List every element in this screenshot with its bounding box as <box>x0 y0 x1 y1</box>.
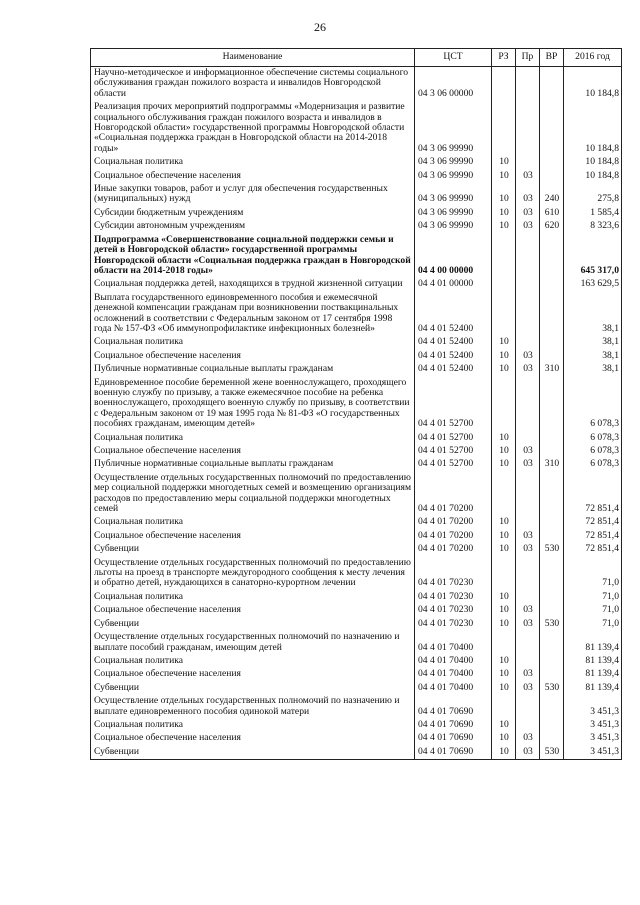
table-row <box>91 183 622 207</box>
cell-amount: 81 139,4 <box>564 682 622 695</box>
cell-cst: 04 4 01 52400 <box>415 292 492 337</box>
cell-rz: 10 <box>492 516 516 529</box>
cell-amount: 6 078,3 <box>564 445 622 458</box>
cell-cst: 04 4 01 52700 <box>415 445 492 458</box>
cell-name: Осуществление отдельных государственных полномочий по предоставлению льготы на проезд в транспорте междугородного сообщения к месту лечения и обратно детей, нуждающихся в санаторно-курортном лечении <box>91 557 415 591</box>
cell-vr: 620 <box>540 220 564 233</box>
cell-vr <box>540 292 564 337</box>
cell-rz: 10 <box>492 220 516 233</box>
cell-cst: 04 3 06 99990 <box>415 170 492 183</box>
cell-amount: 10 184,8 <box>564 156 622 169</box>
cell-amount: 38,1 <box>564 336 622 349</box>
cell-cst: 04 4 01 70200 <box>415 530 492 543</box>
cell-cst: 04 4 01 00000 <box>415 278 492 291</box>
header-name: Наименование <box>91 49 415 67</box>
table-row <box>91 170 622 183</box>
cell-amount: 6 078,3 <box>564 458 622 471</box>
cell-amount: 10 184,8 <box>564 101 622 156</box>
cell-amount: 72 851,4 <box>564 530 622 543</box>
cell-amount: 6 078,3 <box>564 432 622 445</box>
cell-name: Социальная политика <box>91 432 415 445</box>
cell-name: Субвенции <box>91 618 415 631</box>
cell-cst: 04 4 01 52400 <box>415 350 492 363</box>
cell-amount: 72 851,4 <box>564 472 622 517</box>
cell-cst: 04 4 01 70200 <box>415 516 492 529</box>
cell-cst: 04 4 01 70690 <box>415 719 492 732</box>
cell-rz <box>492 695 516 719</box>
cell-cst: 04 3 06 99990 <box>415 220 492 233</box>
cell-name: Социальная политика <box>91 719 415 732</box>
cell-rz: 10 <box>492 363 516 376</box>
cell-name: Выплата государственного единовременного пособия и ежемесячной денежной компенсации гражданам при возникновении поствакцинальных осложнений в соответствии с Федеральным законом от 17 сентября 1998 года № 157-ФЗ «Об иммунопрофилактике инфекционных болезней» <box>91 292 415 337</box>
cell-cst: 04 4 01 70400 <box>415 655 492 668</box>
cell-name: Социальная политика <box>91 156 415 169</box>
cell-vr <box>540 336 564 349</box>
table-row <box>91 350 622 363</box>
cell-vr: 310 <box>540 458 564 471</box>
budget-table <box>90 48 622 760</box>
cell-vr <box>540 67 564 102</box>
cell-vr <box>540 631 564 655</box>
table-row <box>91 530 622 543</box>
cell-cst: 04 4 01 70690 <box>415 695 492 719</box>
cell-cst: 04 3 06 99990 <box>415 101 492 156</box>
table-row <box>91 234 622 279</box>
cell-amount: 71,0 <box>564 557 622 591</box>
table-row <box>91 432 622 445</box>
cell-pr <box>516 67 540 102</box>
table-row <box>91 156 622 169</box>
cell-rz: 10 <box>492 336 516 349</box>
cell-cst: 04 3 06 00000 <box>415 67 492 102</box>
table-row <box>91 458 622 471</box>
cell-vr: 530 <box>540 682 564 695</box>
table-row <box>91 631 622 655</box>
table-row <box>91 363 622 376</box>
table-row <box>91 207 622 220</box>
cell-rz: 10 <box>492 530 516 543</box>
cell-pr <box>516 655 540 668</box>
cell-pr: 03 <box>516 363 540 376</box>
cell-pr <box>516 591 540 604</box>
cell-pr: 03 <box>516 350 540 363</box>
cell-rz: 10 <box>492 432 516 445</box>
cell-name: Социальная политика <box>91 591 415 604</box>
cell-cst: 04 4 01 70690 <box>415 732 492 745</box>
cell-vr <box>540 516 564 529</box>
cell-vr: 530 <box>540 618 564 631</box>
cell-vr <box>540 591 564 604</box>
cell-amount: 10 184,8 <box>564 67 622 102</box>
table-row <box>91 336 622 349</box>
cell-amount: 38,1 <box>564 363 622 376</box>
table-row <box>91 695 622 719</box>
cell-vr: 240 <box>540 183 564 207</box>
cell-cst: 04 4 00 00000 <box>415 234 492 279</box>
cell-rz <box>492 101 516 156</box>
cell-cst: 04 4 01 52700 <box>415 377 492 432</box>
cell-cst: 04 4 01 70230 <box>415 604 492 617</box>
table-row <box>91 682 622 695</box>
cell-rz: 10 <box>492 458 516 471</box>
cell-rz: 10 <box>492 682 516 695</box>
cell-rz: 10 <box>492 618 516 631</box>
cell-pr <box>516 156 540 169</box>
cell-amount: 38,1 <box>564 350 622 363</box>
cell-name: Публичные нормативные социальные выплаты гражданам <box>91 363 415 376</box>
cell-pr: 03 <box>516 220 540 233</box>
cell-pr: 03 <box>516 618 540 631</box>
cell-pr <box>516 472 540 517</box>
cell-name: Социальное обеспечение населения <box>91 445 415 458</box>
cell-pr: 03 <box>516 682 540 695</box>
header-year: 2016 год <box>564 49 622 67</box>
cell-name: Социальное обеспечение населения <box>91 530 415 543</box>
cell-pr <box>516 377 540 432</box>
cell-rz <box>492 377 516 432</box>
cell-rz: 10 <box>492 350 516 363</box>
cell-rz: 10 <box>492 732 516 745</box>
cell-pr <box>516 292 540 337</box>
cell-pr <box>516 516 540 529</box>
cell-pr: 03 <box>516 530 540 543</box>
cell-amount: 81 139,4 <box>564 631 622 655</box>
cell-rz: 10 <box>492 591 516 604</box>
cell-rz <box>492 557 516 591</box>
cell-rz <box>492 631 516 655</box>
cell-amount: 1 585,4 <box>564 207 622 220</box>
cell-vr <box>540 350 564 363</box>
cell-cst: 04 4 01 70230 <box>415 591 492 604</box>
cell-amount: 81 139,4 <box>564 655 622 668</box>
table-row <box>91 732 622 745</box>
table-row <box>91 746 622 760</box>
table-row <box>91 604 622 617</box>
cell-rz <box>492 234 516 279</box>
table-body <box>91 67 622 760</box>
table-row <box>91 719 622 732</box>
table-row <box>91 516 622 529</box>
cell-amount: 72 851,4 <box>564 543 622 556</box>
cell-amount: 275,8 <box>564 183 622 207</box>
cell-cst: 04 4 01 70200 <box>415 472 492 517</box>
table-header-row <box>91 49 622 67</box>
cell-vr <box>540 557 564 591</box>
cell-pr: 03 <box>516 170 540 183</box>
cell-amount: 645 317,0 <box>564 234 622 279</box>
table-row <box>91 101 622 156</box>
cell-rz: 10 <box>492 604 516 617</box>
cell-vr: 530 <box>540 746 564 760</box>
cell-vr <box>540 530 564 543</box>
cell-name: Субсидии автономным учреждениям <box>91 220 415 233</box>
cell-cst: 04 3 06 99990 <box>415 183 492 207</box>
table-row <box>91 292 622 337</box>
cell-vr <box>540 695 564 719</box>
cell-cst: 04 4 01 52400 <box>415 336 492 349</box>
cell-rz <box>492 67 516 102</box>
cell-rz: 10 <box>492 719 516 732</box>
cell-pr: 03 <box>516 746 540 760</box>
cell-vr <box>540 101 564 156</box>
cell-cst: 04 4 01 70230 <box>415 557 492 591</box>
cell-pr: 03 <box>516 445 540 458</box>
cell-name: Социальное обеспечение населения <box>91 732 415 745</box>
cell-pr: 03 <box>516 604 540 617</box>
header-rz: РЗ <box>492 49 516 67</box>
cell-pr: 03 <box>516 458 540 471</box>
cell-rz: 10 <box>492 668 516 681</box>
cell-name: Социальное обеспечение населения <box>91 350 415 363</box>
cell-vr <box>540 445 564 458</box>
table-row <box>91 220 622 233</box>
table-row <box>91 377 622 432</box>
cell-pr <box>516 234 540 279</box>
cell-pr <box>516 278 540 291</box>
cell-name: Осуществление отдельных государственных полномочий по предоставлению мер социальной поддержки многодетных семей и возмещению организациям расходов по предоставлению меры социальной поддержки многодетных семей <box>91 472 415 517</box>
cell-rz: 10 <box>492 170 516 183</box>
cell-amount: 72 851,4 <box>564 516 622 529</box>
cell-name: Субвенции <box>91 746 415 760</box>
header-cst: ЦСТ <box>415 49 492 67</box>
cell-cst: 04 4 01 70400 <box>415 682 492 695</box>
cell-vr <box>540 234 564 279</box>
cell-vr <box>540 432 564 445</box>
table-row <box>91 543 622 556</box>
cell-name: Социальное обеспечение населения <box>91 170 415 183</box>
cell-amount: 6 078,3 <box>564 377 622 432</box>
cell-name: Научно-методическое и информационное обеспечение системы социального обслуживания граждан пожилого возраста и инвалидов Новгородской области <box>91 67 415 102</box>
cell-cst: 04 3 06 99990 <box>415 207 492 220</box>
cell-cst: 04 4 01 52700 <box>415 432 492 445</box>
table-row <box>91 472 622 517</box>
cell-cst: 04 4 01 70400 <box>415 631 492 655</box>
cell-name: Социальная политика <box>91 655 415 668</box>
cell-amount: 10 184,8 <box>564 170 622 183</box>
table-row <box>91 67 622 102</box>
cell-rz <box>492 278 516 291</box>
cell-vr: 310 <box>540 363 564 376</box>
cell-name: Осуществление отдельных государственных полномочий по назначению и выплате пособий гражданам, имеющим детей <box>91 631 415 655</box>
cell-rz: 10 <box>492 543 516 556</box>
cell-name: Осуществление отдельных государственных полномочий по назначению и выплате единовременного пособия одинокой матери <box>91 695 415 719</box>
cell-amount: 3 451,3 <box>564 719 622 732</box>
cell-pr <box>516 101 540 156</box>
table-row <box>91 445 622 458</box>
cell-vr <box>540 668 564 681</box>
cell-amount: 71,0 <box>564 618 622 631</box>
cell-vr <box>540 156 564 169</box>
cell-name: Субвенции <box>91 543 415 556</box>
cell-vr: 530 <box>540 543 564 556</box>
cell-rz: 10 <box>492 156 516 169</box>
cell-name: Субвенции <box>91 682 415 695</box>
page-number: 26 <box>314 20 326 34</box>
cell-vr: 610 <box>540 207 564 220</box>
cell-name: Социальная поддержка детей, находящихся в трудной жизненной ситуации <box>91 278 415 291</box>
cell-vr <box>540 377 564 432</box>
cell-amount: 3 451,3 <box>564 746 622 760</box>
cell-vr <box>540 472 564 517</box>
cell-pr <box>516 719 540 732</box>
cell-name: Субсидии бюджетным учреждениям <box>91 207 415 220</box>
cell-name: Иные закупки товаров, работ и услуг для обеспечения государственных (муниципальных) нужд <box>91 183 415 207</box>
cell-rz: 10 <box>492 655 516 668</box>
cell-name: Публичные нормативные социальные выплаты гражданам <box>91 458 415 471</box>
cell-pr <box>516 695 540 719</box>
cell-pr <box>516 432 540 445</box>
cell-rz <box>492 292 516 337</box>
cell-vr <box>540 719 564 732</box>
cell-vr <box>540 655 564 668</box>
cell-vr <box>540 604 564 617</box>
table-row <box>91 557 622 591</box>
table-row <box>91 668 622 681</box>
cell-amount: 38,1 <box>564 292 622 337</box>
cell-amount: 8 323,6 <box>564 220 622 233</box>
cell-amount: 3 451,3 <box>564 732 622 745</box>
cell-cst: 04 3 06 99990 <box>415 156 492 169</box>
header-pr: Пр <box>516 49 540 67</box>
cell-name: Социальное обеспечение населения <box>91 604 415 617</box>
cell-cst: 04 4 01 52700 <box>415 458 492 471</box>
cell-amount: 81 139,4 <box>564 668 622 681</box>
cell-amount: 3 451,3 <box>564 695 622 719</box>
table-row <box>91 591 622 604</box>
cell-cst: 04 4 01 70230 <box>415 618 492 631</box>
cell-amount: 71,0 <box>564 591 622 604</box>
cell-pr: 03 <box>516 183 540 207</box>
cell-pr <box>516 557 540 591</box>
cell-cst: 04 4 01 70200 <box>415 543 492 556</box>
table-row <box>91 278 622 291</box>
cell-cst: 04 4 01 52400 <box>415 363 492 376</box>
table-row <box>91 655 622 668</box>
cell-amount: 71,0 <box>564 604 622 617</box>
cell-amount: 163 629,5 <box>564 278 622 291</box>
cell-name: Социальное обеспечение населения <box>91 668 415 681</box>
cell-cst: 04 4 01 70690 <box>415 746 492 760</box>
cell-pr: 03 <box>516 668 540 681</box>
table-row <box>91 618 622 631</box>
cell-cst: 04 4 01 70400 <box>415 668 492 681</box>
cell-rz <box>492 472 516 517</box>
cell-rz: 10 <box>492 183 516 207</box>
cell-pr <box>516 631 540 655</box>
cell-name: Подпрограмма «Совершенствование социальной поддержки семьи и детей в Новгородской области» государственной программы Новгородской области «Социальная поддержка граждан в Новгородской области на 2014-2018 годы» <box>91 234 415 279</box>
cell-pr: 03 <box>516 543 540 556</box>
cell-rz: 10 <box>492 445 516 458</box>
cell-name: Социальная политика <box>91 516 415 529</box>
header-vr: ВР <box>540 49 564 67</box>
cell-vr <box>540 170 564 183</box>
cell-pr: 03 <box>516 732 540 745</box>
cell-vr <box>540 278 564 291</box>
cell-name: Единовременное пособие беременной жене военнослужащего, проходящего военную службу по призыву, а также ежемесячное пособие на ребенка военнослужащего, проходящего военную службу по призыву, в соответствии с Федеральным законом от 19 мая 1995 года № 81-ФЗ «О государственных пособиях гражданам, имеющим детей» <box>91 377 415 432</box>
cell-pr: 03 <box>516 207 540 220</box>
cell-pr <box>516 336 540 349</box>
cell-rz: 10 <box>492 207 516 220</box>
cell-vr <box>540 732 564 745</box>
cell-name: Реализация прочих мероприятий подпрограммы «Модернизация и развитие социального обслуживания граждан пожилого возраста и инвалидов в Новгородской области» государственной программы Новгородской области «Социальная поддержка граждан в Новгородской области на 2014-2018 годы» <box>91 101 415 156</box>
cell-name: Социальная политика <box>91 336 415 349</box>
cell-rz: 10 <box>492 746 516 760</box>
